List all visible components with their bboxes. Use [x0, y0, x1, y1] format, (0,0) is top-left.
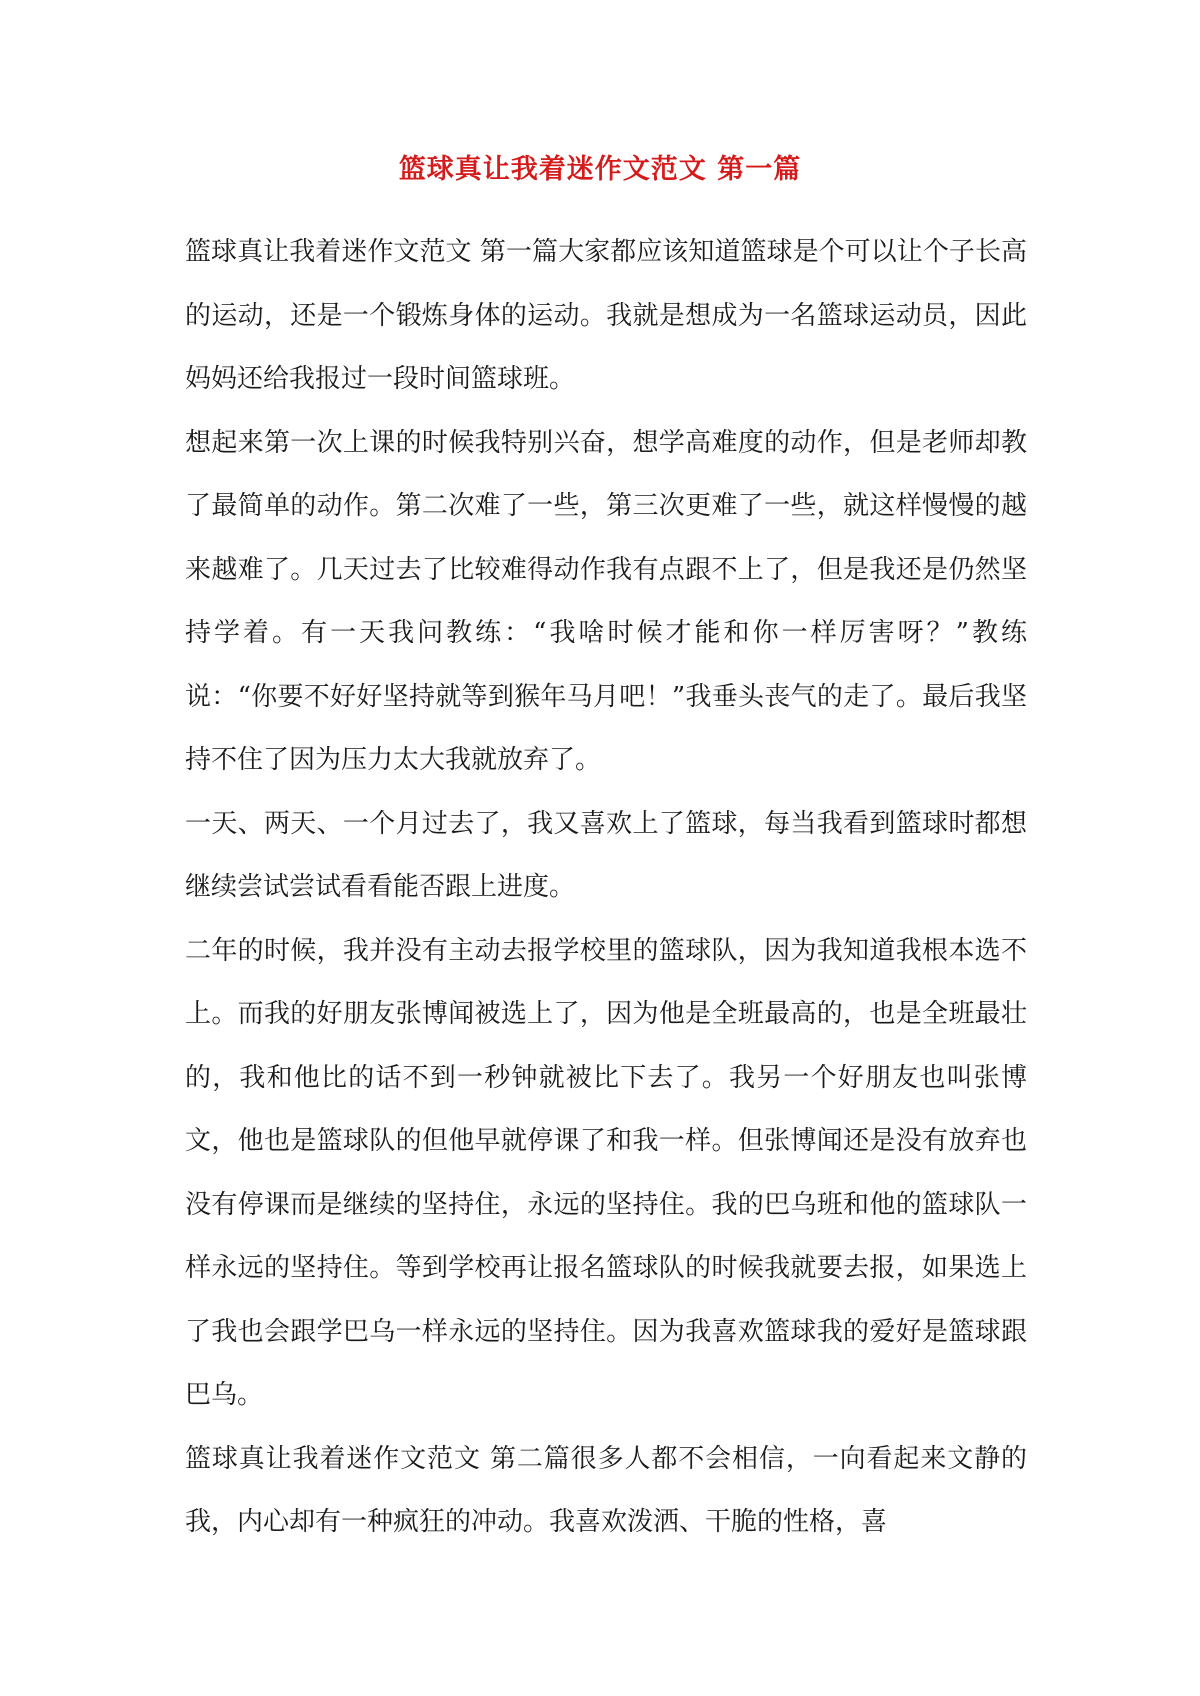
document-title: 篮球真让我着迷作文范文 第一篇: [398, 154, 802, 185]
paragraph-4: 二年的时候，我并没有主动去报学校里的篮球队，因为我知道我根本选不上。而我的好朋友张博闻被选上了，因为他是全班最高的，也是全班最壮的，我和他比的话不到一秒钟就被比下去了。我另一个好朋友也叫张博文，他也是篮球队的但他早就停课了和我一样。但张博闻还是没有放弃也没有停课而是继续的坚持住，永远的坚持住。我的巴乌班和他的篮球队一样永远的坚持住。等到学校再让报名篮球队的时候我就要去报，如果选上了我也会跟学巴乌一样永远的坚持住。因为我喜欢篮球我的爱好是篮球跟巴乌。: [185, 935, 1027, 1410]
paragraph-3: 一天、两天、一个月过去了，我又喜欢上了篮球，每当我看到篮球时都想继续尝试尝试看看能否跟上进度。: [185, 808, 1027, 902]
paragraph-2: 想起来第一次上课的时候我特别兴奋，想学高难度的动作，但是老师却教了最简单的动作。第二次难了一些，第三次更难了一些，就这样慢慢的越来越难了。几天过去了比较难得动作我有点跟不上了，但是我还是仍然坚持学着。有一天我问教练：“我啥时候才能和你一样厉害呀？”教练说：“你要不好好坚持就等到猴年马月吧！”我垂头丧气的走了。最后我坚持不住了因为压力太大我就放弃了。: [185, 427, 1027, 775]
paragraph-5: 篮球真让我着迷作文范文 第二篇很多人都不会相信，一向看起来文静的我，内心却有一种疯狂的冲动。我喜欢泼洒、干脆的性格，喜: [185, 1443, 1027, 1537]
paragraph-1: 篮球真让我着迷作文范文 第一篇大家都应该知道篮球是个可以让个子长高的运动，还是一个锻炼身体的运动。我就是想成为一名篮球运动员，因此妈妈还给我报过一段时间篮球班。: [185, 237, 1027, 394]
document-body: [185, 221, 1027, 1555]
